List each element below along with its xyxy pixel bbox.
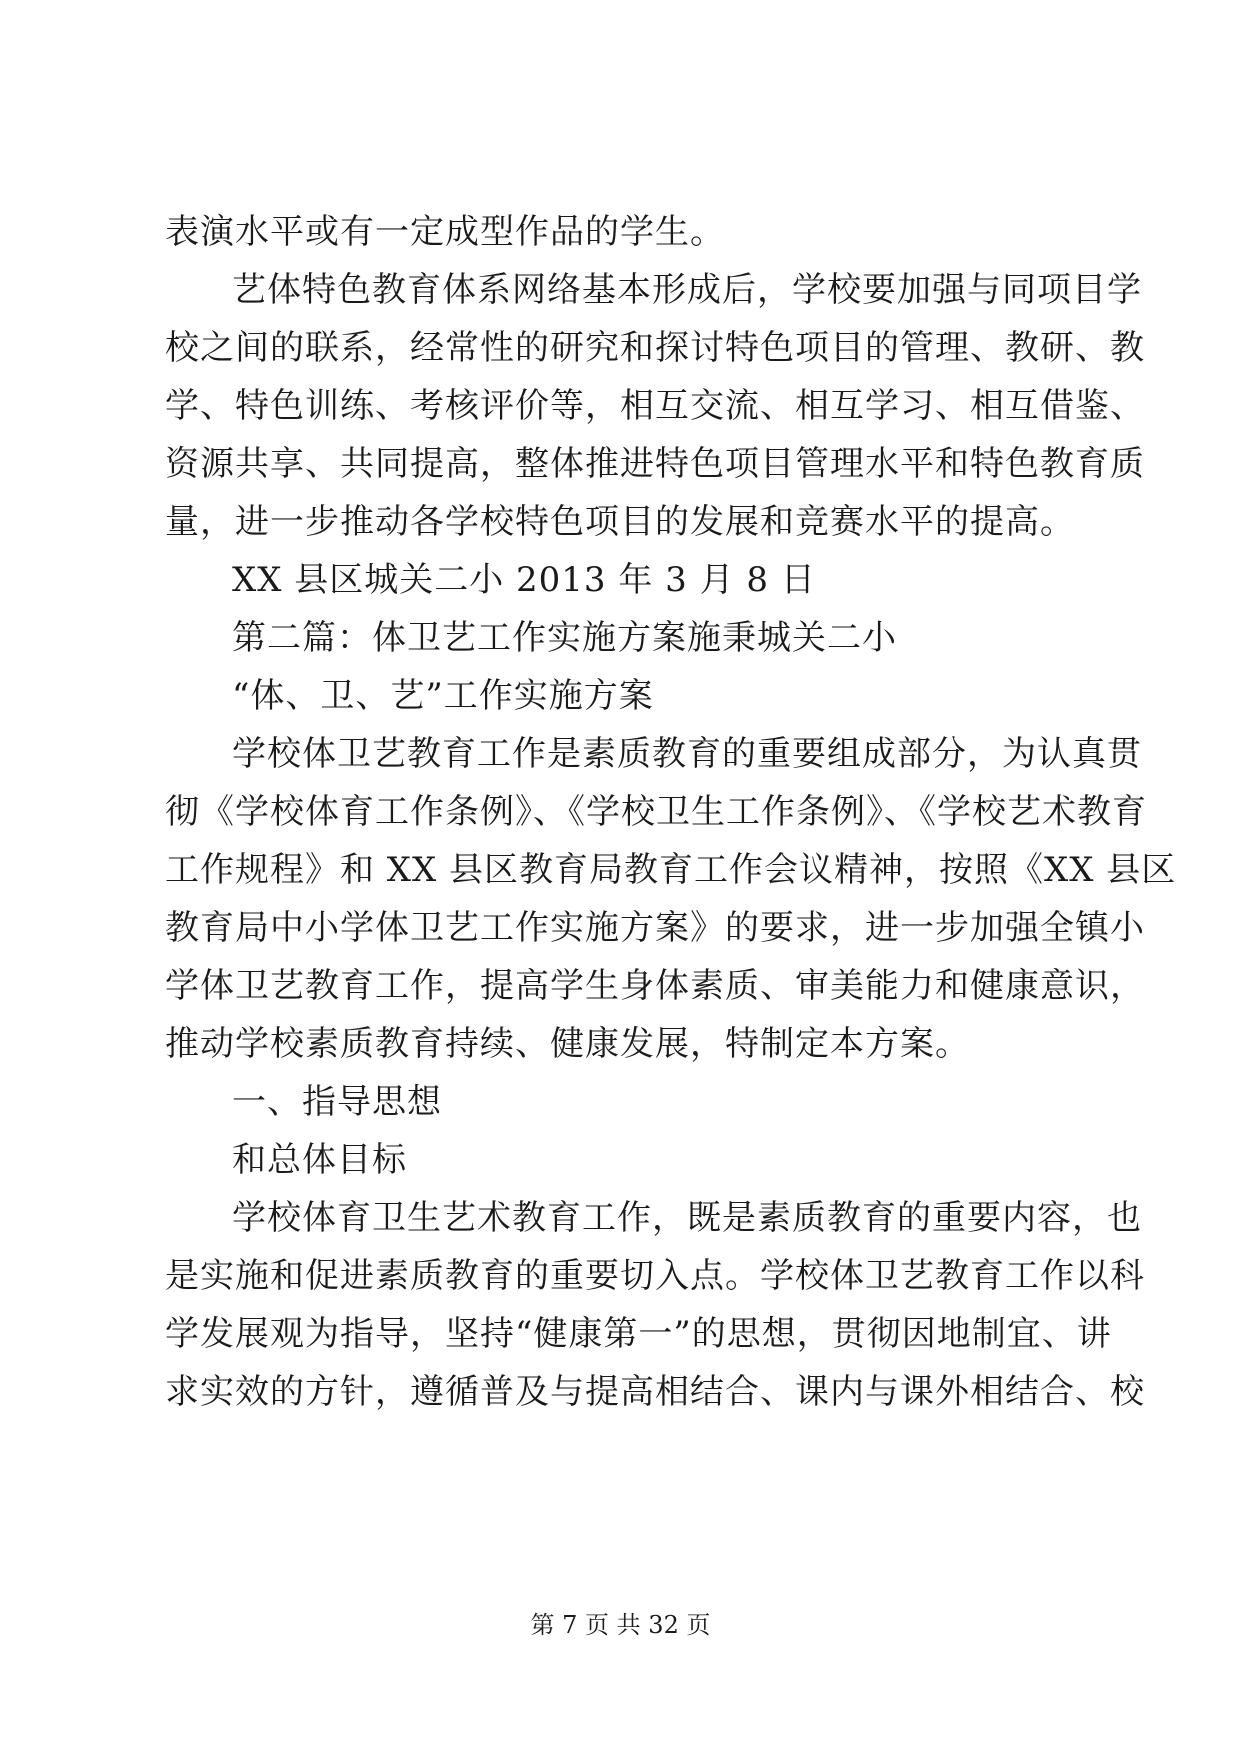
body-text-line: 求实效的方针，遵循普及与提高相结合、课内与课外相结合、校 [165,1372,1145,1412]
document-title: “体、卫、艺”工作实施方案 [232,676,654,716]
body-text-line: 工作规程》和 XX 县区教育局教育工作会议精神，按照《XX 县区 [165,850,1177,890]
body-text-line: 学校体卫艺教育工作是素质教育的重要组成部分，为认真贯 [232,734,1142,774]
section-heading: 第二篇：体卫艺工作实施方案施秉城关二小 [232,618,897,658]
body-text-line: 推动学校素质教育持续、健康发展，特制定本方案。 [165,1024,970,1064]
body-text-line: 学发展观为指导，坚持“健康第一”的思想，贯彻因地制宜、讲 [165,1314,1112,1354]
body-text-line: 学体卫艺教育工作，提高学生身体素质、审美能力和健康意识， [165,966,1145,1006]
body-text-line: 量，进一步推动各学校特色项目的发展和竞赛水平的提高。 [165,502,1075,542]
body-text-line: 艺体特色教育体系网络基本形成后，学校要加强与同项目学 [232,270,1142,310]
body-text-line: 是实施和促进素质教育的重要切入点。学校体卫艺教育工作以科 [165,1256,1145,1296]
section-heading: 和总体目标 [232,1140,407,1180]
body-text-line: 学、特色训练、考核评价等，相互交流、相互学习、相互借鉴、 [165,386,1145,426]
body-text-line: 表演水平或有一定成型作品的学生。 [165,212,725,252]
body-text-line: 校之间的联系，经常性的研究和探讨特色项目的管理、教研、教 [165,328,1145,368]
page-footer: 第 7 页 共 32 页 [530,1611,711,1639]
body-text-line: 学校体育卫生艺术教育工作，既是素质教育的重要内容，也 [232,1198,1142,1238]
body-text-line: 教育局中小学体卫艺工作实施方案》的要求，进一步加强全镇小 [165,908,1145,948]
signature-date-line: XX 县区城关二小 2013 年 3 月 8 日 [232,560,816,600]
body-text-line: 彻《学校体育工作条例》、《学校卫生工作条例》、《学校艺术教育 [165,792,1147,832]
section-heading: 一、指导思想 [232,1082,442,1122]
body-text-line: 资源共享、共同提高，整体推进特色项目管理水平和特色教育质 [165,444,1145,484]
